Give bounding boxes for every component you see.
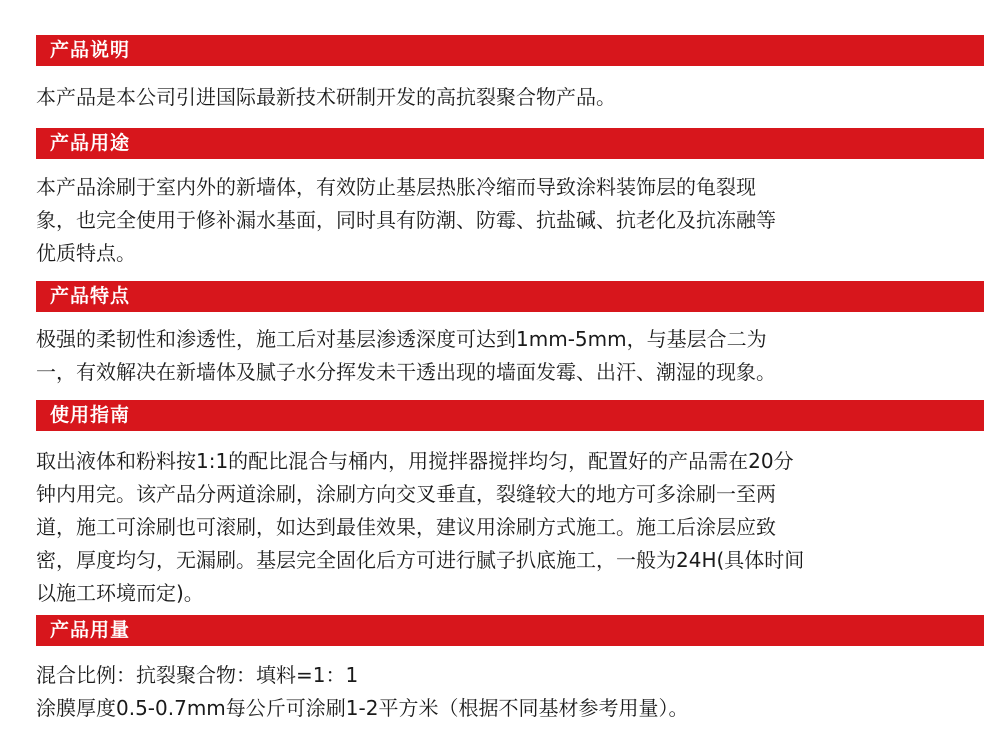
section-header-guide [36,400,984,431]
body-line: 极强的柔韧性和渗透性，施工后对基层渗透深度可达到1mm-5mm，与基层合二为 [36,327,767,351]
body-line: 象，也完全使用于修补漏水基面，同时具有防潮、防霉、抗盐碱、抗老化及抗冻融等 [36,208,776,232]
section-header-features [36,281,984,312]
section-body-dosage [36,659,986,725]
section-body-usage [36,171,986,270]
section-title: 产品用途 [50,132,131,154]
section-body-features [36,323,986,389]
section-header-description [36,35,984,66]
body-line: 密，厚度均匀，无漏刷。基层完全固化后方可进行腻子扒底施工，一般为24H(具体时间 [36,548,805,572]
section-header-dosage [36,615,984,646]
body-line: 本产品涂刷于室内外的新墙体，有效防止基层热胀冷缩而导致涂料装饰层的龟裂现 [36,175,756,199]
body-line: 涂膜厚度0.5-0.7mm每公斤可涂刷1-2平方米（根据不同基材参考用量）。 [36,696,689,720]
section-title: 产品说明 [50,39,131,61]
section-title: 产品用量 [50,619,131,641]
section-body-guide [36,445,986,610]
section-title: 产品特点 [50,285,131,307]
section-title: 使用指南 [50,404,131,426]
body-line: 混合比例：抗裂聚合物：填料=1：1 [36,663,359,687]
body-line: 以施工环境而定)。 [36,581,204,605]
section-body-description [36,81,986,114]
section-header-usage [36,128,984,159]
body-line: 道，施工可涂刷也可滚刷，如达到最佳效果，建议用涂刷方式施工。施工后涂层应致 [36,515,776,539]
body-line: 本产品是本公司引进国际最新技术研制开发的高抗裂聚合物产品。 [36,85,616,109]
body-line: 一，有效解决在新墙体及腻子水分挥发未干透出现的墙面发霉、出汗、潮湿的现象。 [36,360,776,384]
body-line: 钟内用完。该产品分两道涂刷，涂刷方向交叉垂直，裂缝较大的地方可多涂刷一至两 [36,482,776,506]
body-line: 优质特点。 [36,241,136,265]
body-line: 取出液体和粉料按1:1的配比混合与桶内，用搅拌器搅拌均匀，配置好的产品需在20分 [36,449,794,473]
